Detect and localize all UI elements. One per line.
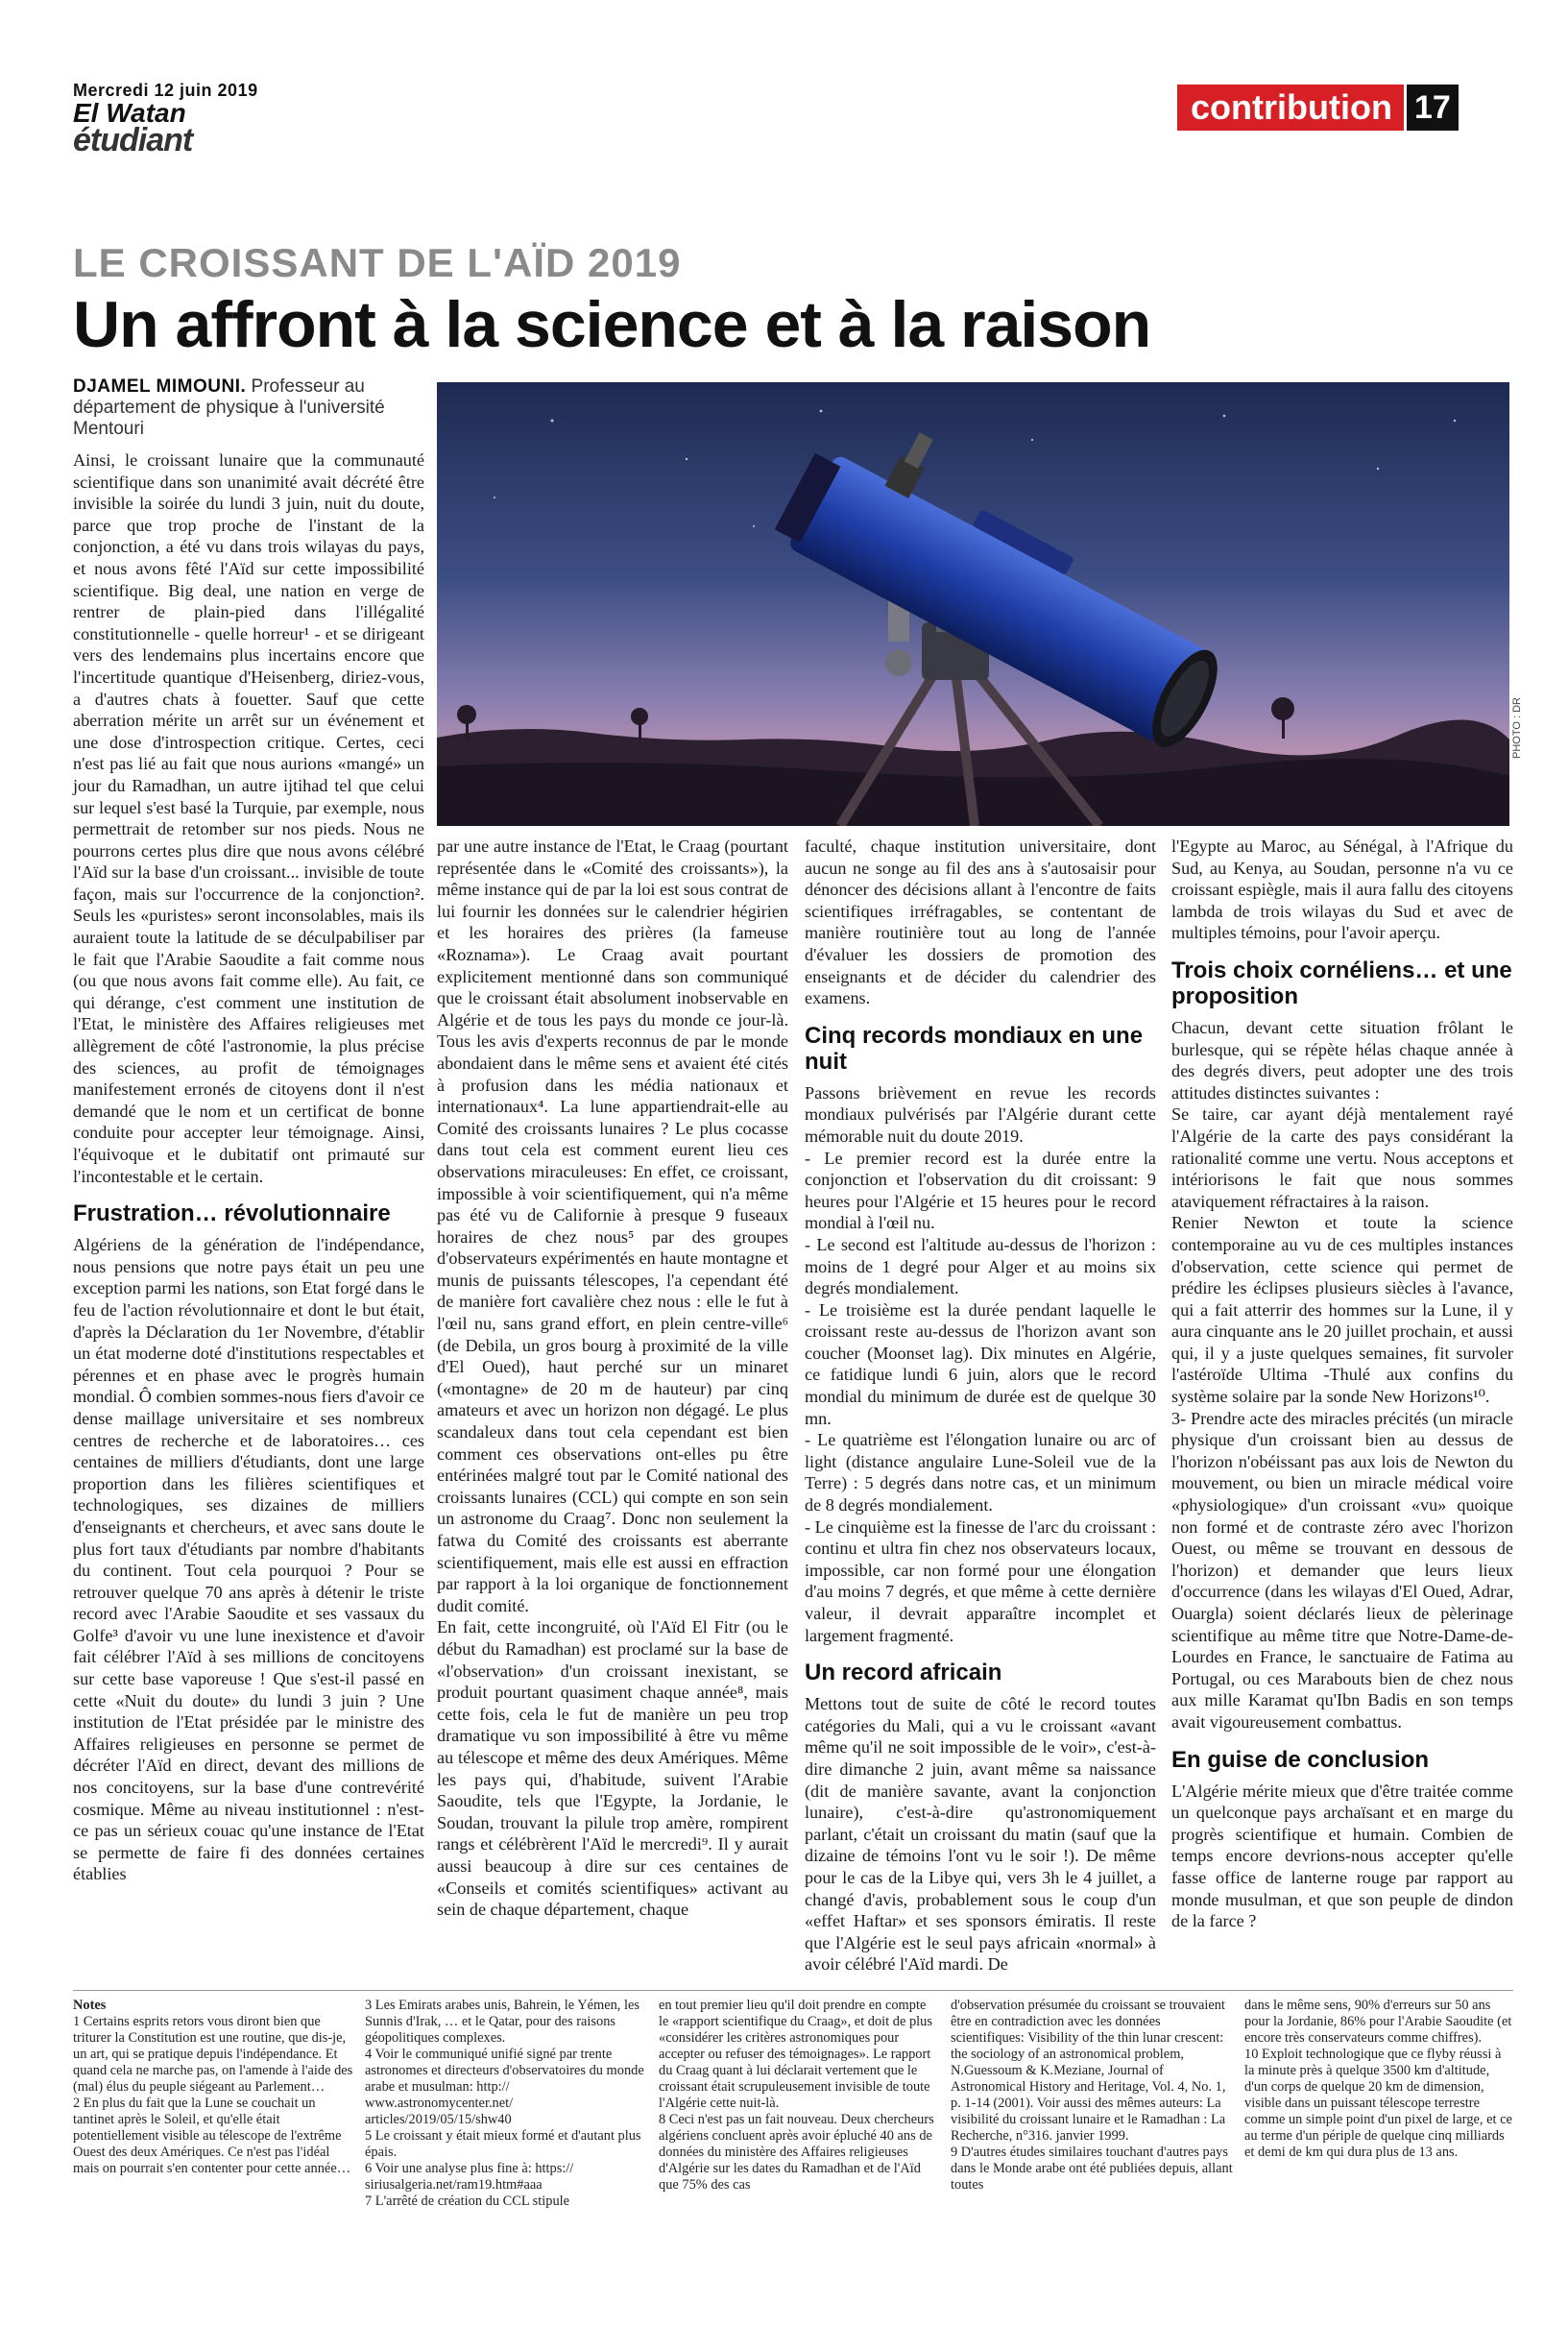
footnote: dans le même sens, 90% d'erreurs sur 50 ans pour la Jordanie, 86% pour l'Arabie Saoudite (et encore très conservateurs comme chiffres).: [1244, 1998, 1512, 2046]
notes-column-2: [365, 1998, 645, 2210]
footnote: 9 D'autres études similaires touchant d'autres pays dans le Monde arabe ont été publiées depuis, allant toutes: [951, 2145, 1233, 2193]
author-name: DJAMEL MIMOUNI.: [73, 376, 247, 397]
notes-title: Notes: [73, 1998, 107, 2013]
paragraph: par une autre instance de l'Etat, le Craag (pourtant représentée dans le «Comité des croissants»), la même instance qui de par la loi est sous contrat de lui fournir les données sur le calendrier hégirien et les horaires des prières (la fameuse «Roznama»). Le Craag avait pourtant explicitement mentionné dans son communiqué que le croissant était absolument inobservable en Algérie et de tous les pays du monde ce jour-là. Tous les avis d'experts reconnus de par le monde abondaient dans le même sens et avaient été cités à profusion dans les média nationaux et internationaux⁴. La lune appartiendrait-elle au Comité des croissants lunaires ? Le plus cocasse dans tout cela est comment eurent lieu ces observations miraculeuses: En effet, ce croissant, impossible à voir scientifiquement, qui n'a même pas été vu de Californie à presque 9 fuseaux horaires de chez nous⁵ par des groupes d'observateurs expérimentés en haute montagne et munis de puissants télescopes, l'a cependant été de manière fort cavalière chez nous : elle le fut à l'œil nu, sans grand effort, en plein centre-ville⁶ (de Debila, un gros bourg à proximité de la ville d'El Oued), haut perché sur un minaret («montagne» de 20 m de hauteur) par cinq amateurs et avec un horizon non dégagé. Le plus scandaleux dans tout cela cependant est bien comment ces observations ont-elles pu être entérinées malgré tout par le Comité national des croissants lunaires (CCL) qui compte en son sein un astronome du Craag⁷. Donc non seulement la fatwa du Comité des croissants est aberrante scientifiquement, mais elle est aussi en effraction par rapport à la loi organique de fonctionnement dudit comité.: [437, 836, 788, 1615]
paragraph: 3- Prendre acte des miracles précités (un miracle physique d'un croissant bien au dessus de l'horizon n'obéissant pas aux lois de Newton du mouvement, ou bien un miracle médical voire «physiologique» d'un croissant «vu» quoique non formé et de contraste zéro avec l'horizon Ouest, ou même se trouvant en dessous de l'horizon) et demander que leurs lieux d'occurrence (dans les wilayas d'El Oued, Adrar, Ouargla) soient déclarés lieux de pèlerinage scientifique au même titre que Notre-Dame-de-Lourdes en France, le sanctuaire de Fatima au Portugal, ou ces Marabouts bien de chez nous aux mille Karamat qu'Ibn Badis en son temps avait vigoureusement combattus.: [1171, 1408, 1513, 1732]
subheading-frustration: Frustration… révolutionnaire: [73, 1200, 391, 1227]
record-item: - Le quatrième est l'élongation lunaire ou arc of light (distance angulaire Lune-Soleil vue de la Terre) : 5 degrés dans notre cas, et un minimum de 8 degrés mondialement.: [805, 1430, 1156, 1515]
footnote: 2 En plus du fait que la Lune se couchait un tantinet après le Soleil, et qu'elle était potentiellement visible au télescope de l'extrême Ouest des deux Amériques. Ce n'est pas l'idéal mais on pourrait s'en contenter pour cette année…: [73, 2096, 351, 2176]
paragraph: Chacun, devant cette situation frôlant le burlesque, qui se répète hélas chaque année à des degrés divers, peut adopter une des trois attitudes distinctes suivantes :: [1171, 1017, 1513, 1103]
byline: [73, 376, 428, 440]
telescope-photo: [437, 382, 1509, 826]
paragraph: Ainsi, le croissant lunaire que la communauté scientifique dans son unanimité avait décrété être invisible la soirée du lundi 3 juin, nuit du doute, parce que trop proche de l'instant de la conjonction, a été vu dans trois wilayas du pays, et nous avons fêté l'Aïd sur cette impossibilité scientifique. Big deal, une nation en verge de rentrer de plain-pied dans l'illégalité constitutionnelle - quelle horreur¹ - et se dirigeant vers des lendemains plus incertains encore que l'incertitude quantique d'Heisenberg, diriez-vous, a d'autres chats à fouetter. Sauf que cette aberration mérite un arrêt sur un événement et une dose d'introspection critique. Certes, ceci n'est pas lié au fait que nous aurions «mangé» un jour du Ramadhan, un autre ijtihad tel que celui sur lequel s'est basé la Turquie, par exemple, nous permettrait de retomber sur nos pieds. Nous ne pourrons certes plus dire que nous avons célébré l'Aïd sur la base d'un croissant... invisible de toute façon, mais sur l'occurrence de la conjonction². Seuls les «puristes» seront inconsolables, mais ils auraient toute la latitude de se déculpabiliser par le fait que l'Arabie Saoudite a fait comme nous (ou que nous avons fait comme elle). Au fait, ce qui dérange, c'est comment une institution de l'Etat, le ministère des Affaires religieuses met allègrement de côté l'astronomie, la plus précise des sciences, au profit de témoignages manifestement erronés de citoyens dont il n'est demandé que le nom et un certificat de bonne conduite pour accepter leur témoignage. Ainsi, l'équivoque et le dubitatif ont primauté sur l'incontestable et le certain.: [73, 450, 424, 1186]
footnote: d'observation présumée du croissant se trouvaient être en contradiction avec les données scientifiques: Visibility of the thin lunar crescent: the sociology of an astronomical problem, N.Guessoum & K.Meziane, Journal of Astronomical History and Heritage, Vol. 4, No. 1, p. 1-14 (2001). Voir aussi des mêmes auteurs: La visibilité du croissant lunaire et le Ramadhan : La Recherche, n°316. janvier 1999.: [951, 1998, 1226, 2144]
paragraph: Renier Newton et toute la science contemporaine au vu de ces multiples instances d'observation, cette science qui permet de prédire les éclipses plusieurs siècles à l'avance, qui a fait atterrir des hommes sur la Lune, il y aura cinquante ans le 20 juillet prochain, et aussi qui, il y a juste quelques semaines, fit survoler l'astéroïde Ultima -Thulé aux confins du système solaire par la sonde New Horizons¹⁰.: [1171, 1213, 1513, 1407]
footnote: 1 Certains esprits retors vous diront bien que triturer la Constitution est une routine, que dis-je, un art, qui se pratique depuis l'indépendance. Et quand cela ne marche pas, on l'amende à l'aide des (mal) élus du peuple siégeant au Parlement…: [73, 2014, 353, 2095]
subheading-records: Cinq records mondiaux en une nuit: [805, 1022, 1144, 1075]
paragraph: Mettons tout de suite de côté le record toutes catégories du Mali, qui a vu le croissant «avant même qu'il ne soit impossible de le voir», c'est-à-dire dimanche 2 juin, avant même sa naissance (dit de manière savante, avant la conjonction lunaire), c'est-à-dire qu'astronomiquement parlant, c'était un croissant du matin (sauf que la dizaine de témoins l'ont vu le soir !). De même pour le cas de la Libye qui, vers 3h le 4 juillet, a changé d'avis, probablement sous le coup d'un «effet Haftar» et ses sponsors émiratis. Il reste que l'Algérie est le seul pays africain «normal» à avoir célébré l'Aïd mardi. De: [805, 1694, 1156, 1975]
record-item: - Le cinquième est la finesse de l'arc du croissant : continu et ultra fin chez nos observateurs locaux, impossible, car non formé pour une élongation d'au moins 7 degrés, et que même à cette dernière valeur, il devrait apparaître incomplet et largement fragmenté.: [805, 1516, 1156, 1645]
record-item: - Le second est l'altitude au-dessus de l'horizon : moins de 1 degré pour Alger et au moins six degrés mondialement.: [805, 1234, 1156, 1298]
subheading-african-record: Un record africain: [805, 1660, 1002, 1686]
record-item: - Le premier record est la durée entre la conjonction et l'observation du dit croissant: 9 heures pour l'Algérie et 15 heures pour le record mondial à l'œil nu.: [805, 1148, 1156, 1233]
notes-divider: [73, 1990, 1513, 1991]
paragraph: l'Egypte au Maroc, au Sénégal, à l'Afrique du Sud, au Kenya, au Soudan, personne n'a vu ce croissant espiègle, mais il aura fallu des citoyens lambda de trois wilayas du Sud et avec de multiples témoins, pour l'avoir aperçu.: [1171, 836, 1513, 943]
footnote: en tout premier lieu qu'il doit prendre en compte le «rapport scientifique du Craag», et doit de plus «considérer les critères astronomiques pour accepter ou refuser des témoignages». Le rapport du Craag quant à lui déclarait vertement que le croissant était scrupuleusement invisible de toute l'Algérie cette nuit-là.: [659, 1998, 932, 2111]
author-role: Professeur au département de physique à l'université Mentouri: [73, 376, 385, 439]
footnote: 7 L'arrêté de création du CCL stipule: [365, 2194, 570, 2209]
paragraph: Algériens de la génération de l'indépendance, nous pensions que notre pays était un peu une exception parmi les nations, son Etat forgé dans le feu de l'action révolutionnaire et dont le but était, d'après la Déclaration du 1er Novembre, d'établir un état moderne doté d'institutions respectables et pérennes et en phase avec le progrès humain mondial. Ô combien sommes-nous fiers d'avoir ce dense maillage universitaire et ses nombreux centres de recherche et de laboratoires… ces centaines de milliers d'étudiants, dont une large proportion dans les filières scientifiques et technologiques, ses dizaines de milliers d'enseignants et chercheurs, et avec sans doute le plus fort taux d'étudiants par nombre d'habitants du continent. Tout cela pourquoi ? Pour se retrouver quelque 70 ans après à détenir le triste record avec l'Arabie Saoudite et ses vassaux du Golfe³ d'avoir vu une lune inexistence et d'avoir fait célébrer l'Aïd à ses millions de concitoyens sur cette base vaporeuse ! Que s'est-il passé en cette «Nuit du doute» du lundi 3 juin ? Une institution de l'Etat présidée par le ministre des Affaires religieuses en personne se permet de décréter l'Aïd en direct, devant des millions de nos concitoyens, sur la base d'une contrevérité cosmique. Même au niveau institutionnel : n'est-ce pas un sérieux couac qu'une instance de l'Etat se permette de faire fi des données certaines établies: [73, 1235, 424, 1884]
footnote: 10 Exploit technologique que ce flyby réussi à la minute près à quelque 3500 km d'altitude, d'un corps de quelque 20 km de dimension, visible dans un puissant télescope terrestre comme un simple point d'un pixel de large, et ce au terme d'un périple de quelque cinq milliards et demi de km qui dura plus de 13 ans.: [1244, 2047, 1512, 2160]
section-label: contribution: [1177, 85, 1404, 131]
logo-el-watan: El Watan: [73, 98, 186, 128]
notes-column-5: [1244, 1998, 1513, 2161]
page-number: 17: [1407, 85, 1459, 131]
telescope-illustration: [437, 382, 1509, 826]
subheading-three-choices: Trois choix cornéliens… et une proposition: [1171, 957, 1512, 1009]
subheading-conclusion: En guise de conclusion: [1171, 1746, 1430, 1773]
notes-column-1: [73, 1998, 357, 2177]
article-column-2: [437, 836, 788, 1921]
article-column-3: [805, 836, 1156, 1976]
article-column-1: [73, 449, 424, 1885]
article-column-4: [1171, 836, 1513, 1932]
footnote: 5 Le croissant y était mieux formé et d'autant plus épais.: [365, 2128, 641, 2160]
paragraph: Passons brièvement en revue les records mondiaux pulvérisés par l'Algérie durant cette mémorable nuit du doute 2019.: [805, 1082, 1156, 1146]
footnote: 8 Ceci n'est pas un fait nouveau. Deux chercheurs algériens concluent après avoir épluché 40 ans de données du ministère des Affaires religieuses d'Algérie sur les dates du Ramadhan et de l'Aïd que 75% des cas: [659, 2112, 934, 2193]
paragraph: faculté, chaque institution universitaire, dont aucun ne songe au fil des ans à s'autosaisir pour dénoncer des décisions allant à l'encontre de faits scientifiques irréfragables, se contentant de manière routinière tout au long de l'année d'évaluer les dossiers de promotion des enseignants et de décider du calendrier des examens.: [805, 836, 1156, 1008]
footnote: 3 Les Emirats arabes unis, Bahrein, le Yémen, les Sunnis d'Irak, … et le Qatar, pour des raisons géopolitiques complexes.: [365, 1998, 639, 2046]
paragraph: Se taire, car ayant déjà mentalement rayé l'Algérie de la carte des pays considérant la rationalité comme une vertu. Nous acceptons et intériorisons le fait que nous sommes ataviquement réfractaires à la raison.: [1171, 1104, 1513, 1211]
record-item: - Le troisième est la durée pendant laquelle le croissant reste au-dessus de l'horizon avant son coucher (Moonset lag). Dix minutes en Algérie, ce fatidique lundi 6 juin, alors que le record mondial du minimum de durée est de quelque 30 mn.: [805, 1299, 1156, 1428]
article-headline: Un affront à la science et à la raison: [73, 288, 1151, 361]
issue-date: Mercredi 12 juin 2019: [73, 81, 258, 100]
masthead: [73, 81, 284, 158]
notes-column-4: [951, 1998, 1235, 2194]
section-tag: [1177, 85, 1459, 131]
footnote: 4 Voir le communiqué unifié signé par trente astronomes et directeurs d'observatoires du monde arabe et musulman: http:// www.astronomycenter.net/ articles/2019/05/15/shw40: [365, 2047, 644, 2127]
notes-column-3: [659, 1998, 939, 2194]
paragraph: En fait, cette incongruité, où l'Aïd El Fitr (ou le début du Ramadhan) est proclamé sur la base de «l'observation» d'un croissant inexistant, se produit pourtant quasiment chaque année⁸, mais cette fois, cela le fut de manière un peu trop dramatique vu son impossibilité à être vu même au télescope et même des deux Amériques. Même les pays qui, d'habitude, suivent l'Arabie Saoudite, tels que l'Egypte, la Jordanie, le Soudan, trouvant la pilule trop amère, rompirent rangs et célébrèrent l'Aïd le mercredi⁹. Il y aurait aussi beaucoup à dire sur ces centaines de «Conseils et comités scientifiques» activant au sein de chaque département, chaque: [437, 1617, 788, 1920]
article-kicker: LE CROISSANT DE L'AÏD 2019: [73, 240, 682, 285]
paragraph: L'Algérie mérite mieux que d'être traitée comme un quelconque pays archaïsant et en marge du progrès scientifique et humain. Combien de temps encore devrions-nous accepter qu'elle fasse office de lanterne rouge par rapport au monde musulman, et que son peuple de dindon de la farce ?: [1171, 1781, 1513, 1931]
photo-credit: PHOTO : DR: [1511, 697, 1523, 759]
footnote: 6 Voir une analyse plus fine à: https:// siriusalgeria.net/ram19.htm#aaa: [365, 2161, 574, 2193]
logo-etudiant: étudiant: [73, 122, 193, 158]
